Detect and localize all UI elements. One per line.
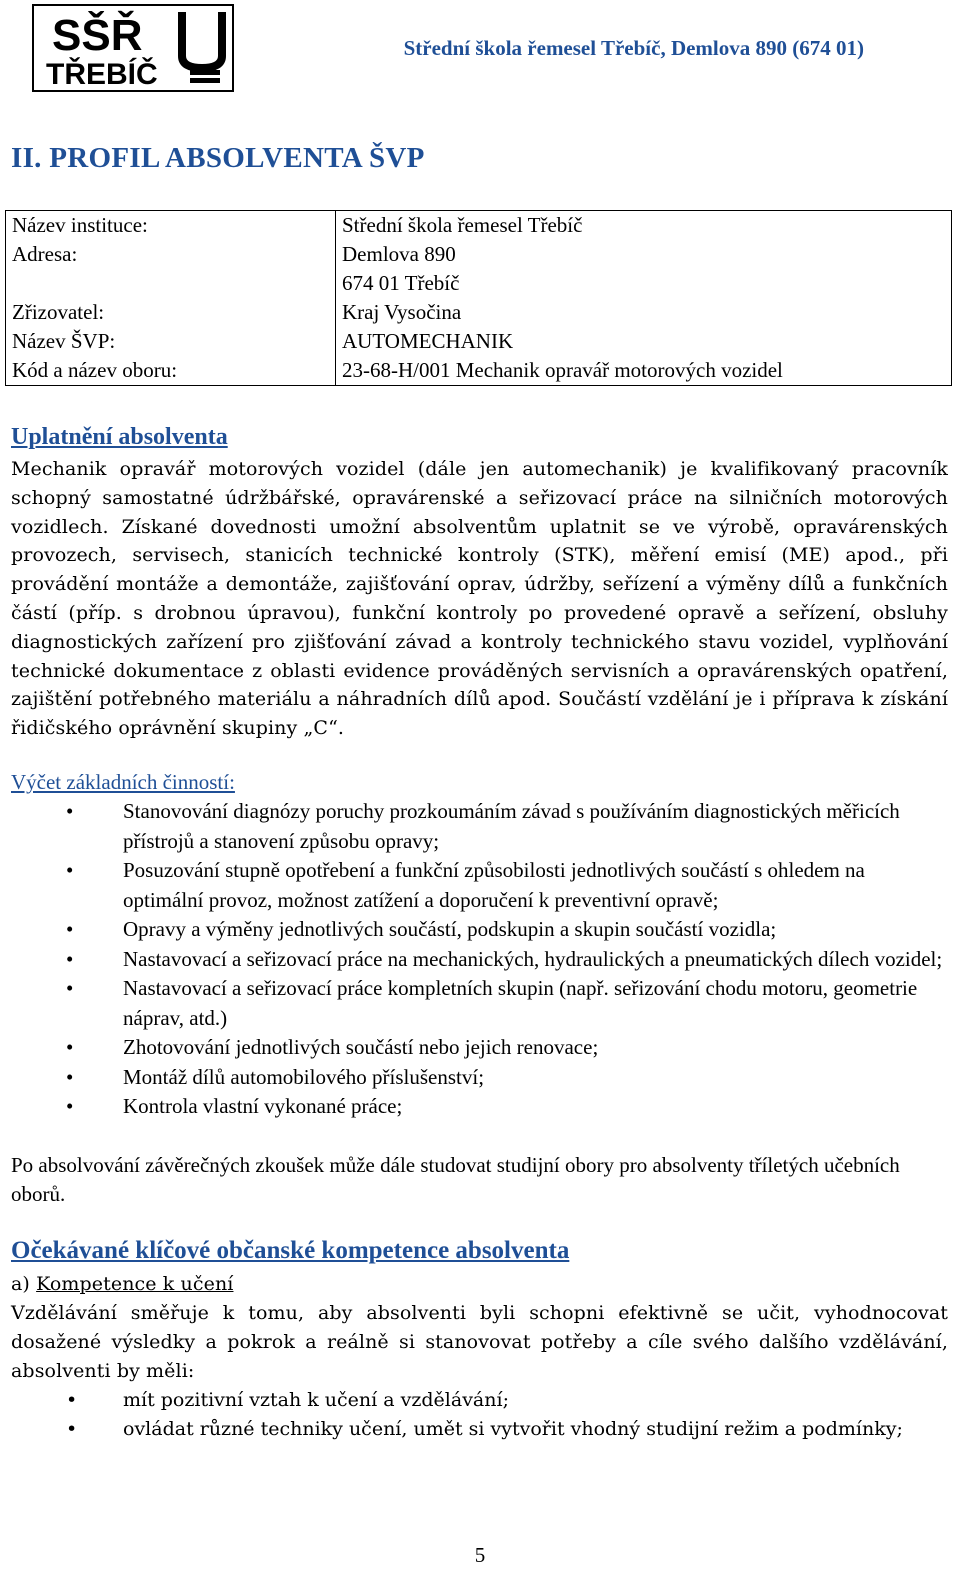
table-row — [6, 211, 952, 386]
list-item — [0, 797, 950, 856]
page-title: II. PROFIL ABSOLVENTA ŠVP — [11, 142, 425, 174]
cinnosti-after-paragraph: Po absolvování závěrečných zkoušek může dále studovat studijní obory pro absolventy tříletých učebních oborů. — [11, 1153, 900, 1206]
section-heading-uplatneni: Uplatnění absolventa — [11, 424, 228, 450]
info-values-cell — [336, 211, 952, 386]
list-item-text: Posuzování stupně opotřebení a funkční způsobilosti jednotlivých součástí s ohledem na optimální provoz, možnost zatížení a doporučení k preventivní opravě; — [123, 858, 865, 912]
section-heading-kompetence: Očekávané klíčové občanské kompetence absolventa — [11, 1237, 570, 1264]
kompetence-list — [0, 1386, 948, 1444]
info-value: 674 01 Třebíč — [342, 271, 460, 295]
info-value: 23-68-H/001 Mechanik opravář motorových vozidel — [342, 358, 783, 382]
info-label: Kód a název oboru: — [12, 358, 178, 382]
institution-info-table — [5, 210, 952, 386]
bullet-icon: • — [66, 917, 74, 941]
cinnosti-heading: Výčet základních činností: — [11, 770, 235, 794]
info-label: Zřizovatel: — [12, 300, 105, 324]
info-value: Střední škola řemesel Třebíč — [342, 213, 583, 237]
bullet-icon: • — [66, 799, 74, 823]
list-item — [0, 945, 950, 975]
bullet-icon: • — [66, 976, 74, 1000]
list-item-text: ovládat různé techniky učení, umět si vytvořit vhodný studijní režim a podmínky; — [123, 1417, 903, 1440]
bullet-icon: • — [66, 946, 74, 971]
info-labels-cell — [6, 211, 336, 386]
page-number: 5 — [474, 1543, 486, 1567]
list-item — [0, 856, 950, 915]
logo-text-line2: TŘEBÍČ — [46, 58, 158, 91]
bullet-icon: • — [66, 1417, 78, 1440]
list-item-text: Kontrola vlastní vykonané práce; — [123, 1094, 403, 1118]
list-item — [0, 1033, 950, 1063]
info-value: Kraj Vysočina — [342, 300, 462, 324]
info-label — [12, 269, 329, 298]
bullet-icon: • — [66, 858, 74, 882]
school-logo — [32, 4, 234, 92]
header-school-name: Střední škola řemesel Třebíč, Demlova 890 (674 01) — [403, 36, 864, 60]
bullet-icon: • — [66, 1094, 74, 1118]
info-label: Název instituce: — [12, 213, 148, 237]
list-item-text: Montáž dílů automobilového příslušenství; — [123, 1064, 485, 1089]
logo-text-line1: SŠŘ — [52, 11, 143, 60]
list-item-text: Stanovování diagnózy poruchy prozkoumáním závad s používáním diagnostických měřicích přístrojů a stanovení způsobu opravy; — [123, 799, 900, 853]
list-item — [0, 1415, 948, 1444]
list-item-text: Nastavovací a seřizovací práce kompletních skupin (např. seřizování chodu motoru, geometrie náprav, atd.) — [123, 976, 918, 1030]
subheading-label: Kompetence k učení — [36, 1273, 234, 1295]
list-item — [0, 1063, 950, 1093]
list-item — [0, 1092, 950, 1122]
list-item — [0, 915, 950, 945]
list-item-text: mít pozitivní vztah k učení a vzdělávání; — [123, 1389, 509, 1411]
uplatneni-paragraph: Mechanik opravář motorových vozidel (dále jen automechanik) je kvalifikovaný pracovník schopný samostatné údržbářské, opravárenské a seřizovací práce na silničních motorových vozidlech. Získané dovednosti umožní absolventům uplatnit se ve výrobě, opravárenských provozech, servisech, stanicích technické kontroly (STK), měření emisí (ME) apod., při provádění montáže a demontáže, zajišťování oprav, údržby, seřízení a výměny dílů a funkčních částí (příp. s drobnou úpravou), funkční kontroly po provedené opravě a seřízení, obsluhy diagnostických zařízení pro zjišťování závad a kontroly technického stavu vozidel, vyplňování technické dokumentace z oblasti evidence prováděných servisních a opravárenských opatření, zajištění potřebného materiálu a náhradních dílů apod. Součástí vzdělání je i příprava k získání řidičského oprávnění skupiny „C“. — [11, 458, 948, 740]
bullet-icon: • — [66, 1064, 74, 1089]
list-item-text: Nastavovací a seřizovací práce na mechanických, hydraulických a pneumatických dílech vozidel; — [123, 946, 943, 971]
cinnosti-list — [0, 797, 950, 1122]
bullet-icon: • — [66, 1035, 74, 1059]
list-item — [0, 974, 950, 1033]
list-item-text: Opravy a výměny jednotlivých součástí, podskupin a skupin součástí vozidla; — [123, 917, 777, 941]
kompetence-subheading — [11, 1270, 233, 1299]
list-item — [0, 1386, 948, 1415]
kompetence-paragraph: Vzdělávání směřuje k tomu, aby absolventi byli schopni efektivně se učit, vyhodnocovat dosažené výsledky a pokrok a reálně si stanovovat potřeby a cíle svého dalšího vzdělávání, absolventi by měli: — [11, 1302, 948, 1382]
info-label: Adresa: — [12, 242, 78, 266]
list-item-text: Zhotovování jednotlivých součástí nebo jejich renovace; — [123, 1035, 599, 1059]
info-value: Demlova 890 — [342, 242, 456, 266]
info-label: Název ŠVP: — [12, 329, 116, 353]
bullet-icon: • — [66, 1389, 78, 1411]
subheading-prefix: a) — [11, 1273, 30, 1295]
info-value: AUTOMECHANIK — [342, 329, 514, 353]
